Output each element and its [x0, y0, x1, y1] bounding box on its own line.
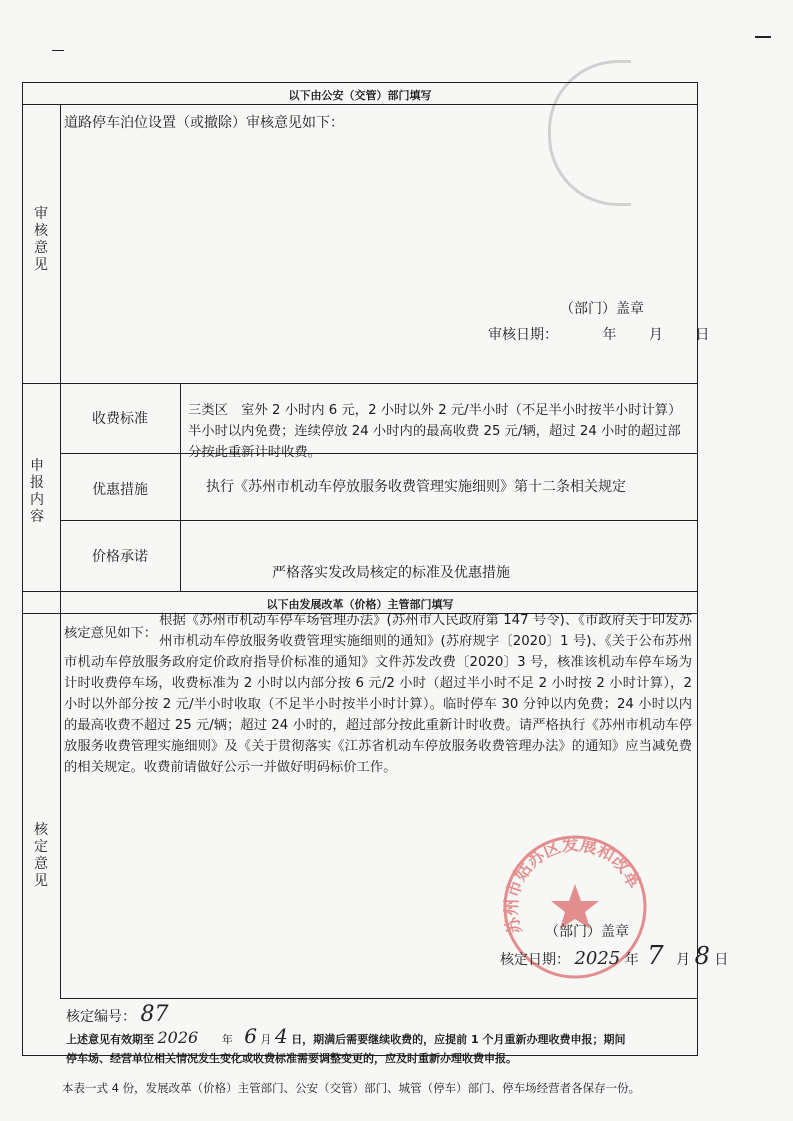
approval-opinion-label: 核定意见如下： — [64, 626, 158, 641]
date-year: 年 — [602, 327, 617, 343]
commitment-label: 价格承诺 — [92, 549, 148, 565]
application-side-label: 申报内容 — [30, 458, 44, 525]
discount-text: 执行《苏州市机动车停放服务收费管理实施细则》第十二条相关规定 — [206, 479, 626, 495]
discount-label: 优惠措施 — [92, 482, 148, 498]
date-label: 核定日期： — [500, 952, 570, 968]
validity-year: 年 — [221, 1033, 233, 1046]
date-day: 日 — [714, 952, 729, 968]
police-review-date — [488, 324, 709, 344]
validity-prefix: 上述意见有效期至 — [66, 1033, 154, 1046]
copies-note: 本表一式 4 份，发展改革（价格）主管部门、公安（交管）部门、城管（停车）部门、停车场经营者各保存一份。 — [62, 1081, 641, 1095]
police-section-header: 以下由公安（交管）部门填写 — [288, 89, 432, 102]
handwritten-month: 7 — [647, 941, 664, 971]
handwritten-validity-year: 2026 — [157, 1028, 199, 1047]
approval-opinion — [64, 610, 692, 778]
approval-opinion-text: 根据《苏州市机动车停车场管理办法》(苏州市人民政府第 147 号令)、《市政府关于印发苏州市机动车停放服务收费管理实施细则的通知》(苏府规字〔2020〕1 号)、《关于公布苏州市机动车停放服务政府定价政府指导价标准的通知》文件苏发改费〔2020〕3 号，核准该机动车停车场为计时收费停车场，收费标准为 2 小时以内部分按 6 元/2 小时（超过半小时不足 2 小时按 2 小时计算），2 小时以外部分按 2 元/半小时收取（不足半小时按半小时计算）。临时停车 30 分钟以内免费；24 小时以内的最高收费不超过 25 元/辆；超过 24 小时的，超过部分按此重新计时收费。请严格执行《苏州市机动车停放服务收费管理实施细则》及《关于贯彻落实《江苏省机动车停放服务收费管理办法》的通知》应当减免费的相关规定。收费前请做好公示一并做好明码标价工作。 — [64, 613, 692, 775]
handwritten-validity-month: 6 — [244, 1024, 257, 1048]
approval-side-label: 核定意见 — [34, 822, 48, 889]
validity-note — [66, 1024, 696, 1048]
approval-date — [500, 941, 728, 971]
divider — [60, 520, 698, 521]
fee-standard-text: 三类区 室外 2 小时内 6 元，2 小时以外 2 元/半小时（不足半小时按半小时计算）半小时以内免费；连续停放 24 小时内的最高收费 25 元/辆，超过 24 小时的超过部分按此重新计时收费。 — [188, 403, 682, 460]
police-side-label: 审核意见 — [34, 206, 48, 273]
date-day: 日 — [695, 327, 710, 343]
date-label: 审核日期： — [488, 327, 558, 343]
handwritten-validity-day: 4 — [274, 1024, 288, 1048]
divider — [60, 998, 698, 999]
validity-month: 月 — [260, 1033, 272, 1046]
date-month: 月 — [648, 327, 663, 343]
number-label: 核定编号： — [66, 1009, 136, 1025]
validity-note-line2: 停车场、经营单位相关情况发生变化或收费标准需要调整变更的，应及时重新办理收费申报。 — [66, 1052, 517, 1065]
divider — [180, 383, 181, 591]
approval-section-header: 以下由发展改革（价格）主管部门填写 — [266, 598, 454, 611]
scan-mark — [755, 36, 771, 38]
divider — [22, 104, 698, 105]
validity-suffix: 日，期满后需要继续收费的，应提前 1 个月重新办理收费申报；期间 — [291, 1033, 626, 1046]
divider — [22, 383, 698, 384]
scan-mark — [52, 50, 64, 51]
handwritten-day: 8 — [694, 942, 710, 970]
police-stamp-label: （部门）盖章 — [560, 301, 644, 317]
handwritten-number: 87 — [140, 1002, 169, 1027]
approval-stamp-label: （部门）盖章 — [545, 924, 629, 940]
divider — [22, 591, 698, 592]
fee-standard-label: 收费标准 — [92, 411, 148, 427]
date-year: 年 — [624, 952, 639, 968]
police-opinion-prompt: 道路停车泊位设置（或撤除）审核意见如下： — [64, 115, 344, 131]
seal-text: 苏州市姑苏区发展和改革 — [501, 835, 644, 937]
commitment-text: 严格落实发改局核定的标准及优惠措施 — [272, 565, 510, 581]
handwritten-year: 2025 — [574, 948, 621, 969]
date-month: 月 — [676, 952, 691, 968]
